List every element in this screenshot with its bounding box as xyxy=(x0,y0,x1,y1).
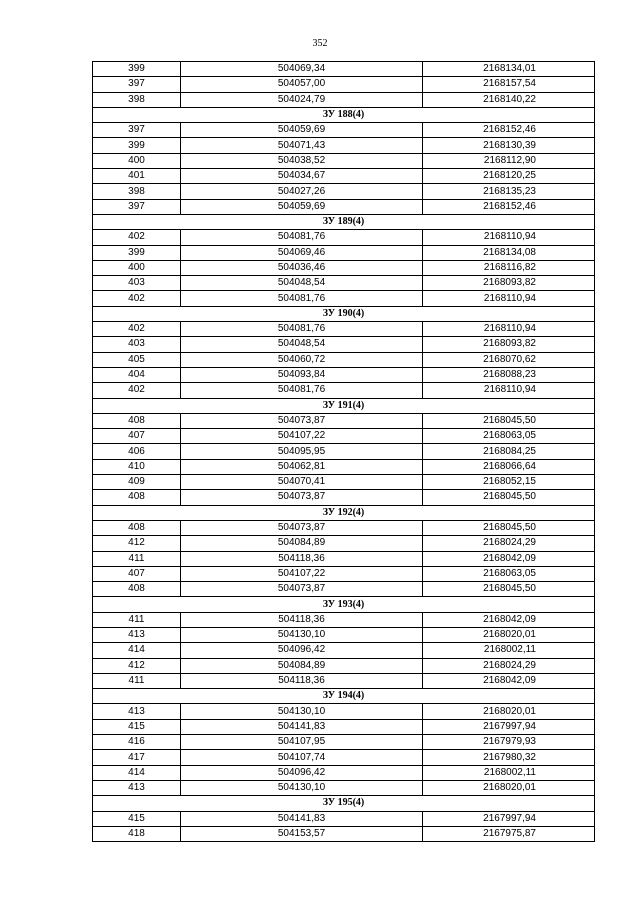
point-number-cell: 413 xyxy=(93,627,181,642)
table-row xyxy=(93,459,595,474)
x-coordinate-cell: 504141,83 xyxy=(181,811,423,826)
x-coordinate-cell: 504070,41 xyxy=(181,475,423,490)
table-row xyxy=(93,520,595,535)
y-coordinate-cell: 2168066,64 xyxy=(423,459,595,474)
table-row xyxy=(93,230,595,245)
y-coordinate-cell: 2167979,93 xyxy=(423,735,595,750)
table-row xyxy=(93,138,595,153)
section-header-row xyxy=(93,689,595,704)
x-coordinate-cell: 504048,54 xyxy=(181,337,423,352)
point-number-cell: 402 xyxy=(93,291,181,306)
x-coordinate-cell: 504130,10 xyxy=(181,780,423,795)
point-number-cell: 411 xyxy=(93,551,181,566)
x-coordinate-cell: 504073,87 xyxy=(181,582,423,597)
y-coordinate-cell: 2167980,32 xyxy=(423,750,595,765)
section-header-row xyxy=(93,398,595,413)
table-row xyxy=(93,643,595,658)
table-row xyxy=(93,322,595,337)
table-row xyxy=(93,62,595,77)
y-coordinate-cell: 2168093,82 xyxy=(423,337,595,352)
point-number-cell: 414 xyxy=(93,643,181,658)
table-row xyxy=(93,658,595,673)
point-number-cell: 415 xyxy=(93,811,181,826)
table-row xyxy=(93,77,595,92)
table-row xyxy=(93,184,595,199)
point-number-cell: 404 xyxy=(93,367,181,382)
y-coordinate-cell: 2168002,11 xyxy=(423,765,595,780)
table-row xyxy=(93,551,595,566)
table-row xyxy=(93,413,595,428)
section-title: ЗУ 194(4) xyxy=(93,689,595,704)
y-coordinate-cell: 2168130,39 xyxy=(423,138,595,153)
x-coordinate-cell: 504081,76 xyxy=(181,383,423,398)
x-coordinate-cell: 504069,34 xyxy=(181,62,423,77)
section-title: ЗУ 195(4) xyxy=(93,796,595,811)
table-row xyxy=(93,475,595,490)
point-number-cell: 402 xyxy=(93,383,181,398)
table-row xyxy=(93,735,595,750)
table-row xyxy=(93,780,595,795)
y-coordinate-cell: 2168116,82 xyxy=(423,260,595,275)
section-header-row xyxy=(93,796,595,811)
x-coordinate-cell: 504069,46 xyxy=(181,245,423,260)
y-coordinate-cell: 2167997,94 xyxy=(423,719,595,734)
point-number-cell: 403 xyxy=(93,276,181,291)
x-coordinate-cell: 504057,00 xyxy=(181,77,423,92)
table-row xyxy=(93,169,595,184)
x-coordinate-cell: 504107,95 xyxy=(181,735,423,750)
table-row xyxy=(93,490,595,505)
table-row xyxy=(93,429,595,444)
point-number-cell: 402 xyxy=(93,322,181,337)
y-coordinate-cell: 2168088,23 xyxy=(423,367,595,382)
x-coordinate-cell: 504081,76 xyxy=(181,322,423,337)
y-coordinate-cell: 2168110,94 xyxy=(423,383,595,398)
table-row xyxy=(93,765,595,780)
x-coordinate-cell: 504081,76 xyxy=(181,230,423,245)
table-row xyxy=(93,123,595,138)
table-row xyxy=(93,704,595,719)
y-coordinate-cell: 2168024,29 xyxy=(423,536,595,551)
point-number-cell: 406 xyxy=(93,444,181,459)
y-coordinate-cell: 2168112,90 xyxy=(423,153,595,168)
x-coordinate-cell: 504096,42 xyxy=(181,643,423,658)
table-row xyxy=(93,566,595,581)
table-row xyxy=(93,291,595,306)
x-coordinate-cell: 504081,76 xyxy=(181,291,423,306)
x-coordinate-cell: 504096,42 xyxy=(181,765,423,780)
table-row xyxy=(93,153,595,168)
point-number-cell: 403 xyxy=(93,337,181,352)
point-number-cell: 402 xyxy=(93,230,181,245)
point-number-cell: 407 xyxy=(93,429,181,444)
point-number-cell: 413 xyxy=(93,704,181,719)
x-coordinate-cell: 504084,89 xyxy=(181,658,423,673)
point-number-cell: 415 xyxy=(93,719,181,734)
y-coordinate-cell: 2168063,05 xyxy=(423,429,595,444)
point-number-cell: 414 xyxy=(93,765,181,780)
x-coordinate-cell: 504130,10 xyxy=(181,704,423,719)
point-number-cell: 407 xyxy=(93,566,181,581)
x-coordinate-cell: 504095,95 xyxy=(181,444,423,459)
x-coordinate-cell: 504027,26 xyxy=(181,184,423,199)
x-coordinate-cell: 504093,84 xyxy=(181,367,423,382)
coordinates-table xyxy=(92,61,595,842)
point-number-cell: 405 xyxy=(93,352,181,367)
x-coordinate-cell: 504036,46 xyxy=(181,260,423,275)
y-coordinate-cell: 2168020,01 xyxy=(423,780,595,795)
y-coordinate-cell: 2168045,50 xyxy=(423,520,595,535)
point-number-cell: 398 xyxy=(93,92,181,107)
x-coordinate-cell: 504130,10 xyxy=(181,627,423,642)
section-title: ЗУ 193(4) xyxy=(93,597,595,612)
section-header-row xyxy=(93,597,595,612)
point-number-cell: 409 xyxy=(93,475,181,490)
section-header-row xyxy=(93,306,595,321)
point-number-cell: 408 xyxy=(93,490,181,505)
table-row xyxy=(93,612,595,627)
x-coordinate-cell: 504084,89 xyxy=(181,536,423,551)
table-row xyxy=(93,367,595,382)
table-row xyxy=(93,260,595,275)
point-number-cell: 408 xyxy=(93,582,181,597)
section-title: ЗУ 188(4) xyxy=(93,107,595,122)
point-number-cell: 410 xyxy=(93,459,181,474)
y-coordinate-cell: 2168120,25 xyxy=(423,169,595,184)
y-coordinate-cell: 2168093,82 xyxy=(423,276,595,291)
table-row xyxy=(93,673,595,688)
point-number-cell: 408 xyxy=(93,520,181,535)
point-number-cell: 400 xyxy=(93,153,181,168)
y-coordinate-cell: 2168110,94 xyxy=(423,322,595,337)
x-coordinate-cell: 504118,36 xyxy=(181,612,423,627)
x-coordinate-cell: 504034,67 xyxy=(181,169,423,184)
table-row xyxy=(93,352,595,367)
y-coordinate-cell: 2168135,23 xyxy=(423,184,595,199)
x-coordinate-cell: 504062,81 xyxy=(181,459,423,474)
y-coordinate-cell: 2168024,29 xyxy=(423,658,595,673)
section-header-row xyxy=(93,214,595,229)
section-title: ЗУ 190(4) xyxy=(93,306,595,321)
y-coordinate-cell: 2168070,62 xyxy=(423,352,595,367)
point-number-cell: 397 xyxy=(93,199,181,214)
x-coordinate-cell: 504073,87 xyxy=(181,490,423,505)
y-coordinate-cell: 2168140,22 xyxy=(423,92,595,107)
table-row xyxy=(93,199,595,214)
table-row xyxy=(93,92,595,107)
y-coordinate-cell: 2168157,54 xyxy=(423,77,595,92)
section-title: ЗУ 192(4) xyxy=(93,505,595,520)
point-number-cell: 412 xyxy=(93,536,181,551)
y-coordinate-cell: 2167975,87 xyxy=(423,826,595,841)
y-coordinate-cell: 2168045,50 xyxy=(423,582,595,597)
point-number-cell: 397 xyxy=(93,77,181,92)
y-coordinate-cell: 2168045,50 xyxy=(423,490,595,505)
point-number-cell: 399 xyxy=(93,138,181,153)
x-coordinate-cell: 504024,79 xyxy=(181,92,423,107)
table-row xyxy=(93,627,595,642)
y-coordinate-cell: 2168002,11 xyxy=(423,643,595,658)
y-coordinate-cell: 2168110,94 xyxy=(423,291,595,306)
point-number-cell: 412 xyxy=(93,658,181,673)
point-number-cell: 411 xyxy=(93,612,181,627)
y-coordinate-cell: 2168052,15 xyxy=(423,475,595,490)
point-number-cell: 417 xyxy=(93,750,181,765)
table-row xyxy=(93,582,595,597)
section-title: ЗУ 189(4) xyxy=(93,214,595,229)
x-coordinate-cell: 504107,22 xyxy=(181,566,423,581)
page-number: 352 xyxy=(312,38,328,49)
y-coordinate-cell: 2168042,09 xyxy=(423,673,595,688)
x-coordinate-cell: 504060,72 xyxy=(181,352,423,367)
x-coordinate-cell: 504107,74 xyxy=(181,750,423,765)
point-number-cell: 398 xyxy=(93,184,181,199)
point-number-cell: 416 xyxy=(93,735,181,750)
section-title: ЗУ 191(4) xyxy=(93,398,595,413)
x-coordinate-cell: 504038,52 xyxy=(181,153,423,168)
y-coordinate-cell: 2168084,25 xyxy=(423,444,595,459)
x-coordinate-cell: 504118,36 xyxy=(181,673,423,688)
point-number-cell: 399 xyxy=(93,62,181,77)
point-number-cell: 400 xyxy=(93,260,181,275)
x-coordinate-cell: 504141,83 xyxy=(181,719,423,734)
table-row xyxy=(93,276,595,291)
y-coordinate-cell: 2168020,01 xyxy=(423,627,595,642)
x-coordinate-cell: 504073,87 xyxy=(181,413,423,428)
section-header-row xyxy=(93,505,595,520)
table-row xyxy=(93,383,595,398)
table-row xyxy=(93,337,595,352)
point-number-cell: 413 xyxy=(93,780,181,795)
y-coordinate-cell: 2168020,01 xyxy=(423,704,595,719)
point-number-cell: 397 xyxy=(93,123,181,138)
x-coordinate-cell: 504107,22 xyxy=(181,429,423,444)
x-coordinate-cell: 504059,69 xyxy=(181,199,423,214)
table-row xyxy=(93,536,595,551)
point-number-cell: 399 xyxy=(93,245,181,260)
table-row xyxy=(93,719,595,734)
y-coordinate-cell: 2168134,01 xyxy=(423,62,595,77)
table-row xyxy=(93,750,595,765)
x-coordinate-cell: 504071,43 xyxy=(181,138,423,153)
x-coordinate-cell: 504073,87 xyxy=(181,520,423,535)
point-number-cell: 411 xyxy=(93,673,181,688)
y-coordinate-cell: 2168152,46 xyxy=(423,199,595,214)
x-coordinate-cell: 504153,57 xyxy=(181,826,423,841)
x-coordinate-cell: 504059,69 xyxy=(181,123,423,138)
y-coordinate-cell: 2168063,05 xyxy=(423,566,595,581)
y-coordinate-cell: 2168042,09 xyxy=(423,612,595,627)
table-row xyxy=(93,245,595,260)
table-row xyxy=(93,444,595,459)
y-coordinate-cell: 2168110,94 xyxy=(423,230,595,245)
y-coordinate-cell: 2168045,50 xyxy=(423,413,595,428)
point-number-cell: 418 xyxy=(93,826,181,841)
section-header-row xyxy=(93,107,595,122)
y-coordinate-cell: 2168134,08 xyxy=(423,245,595,260)
y-coordinate-cell: 2168042,09 xyxy=(423,551,595,566)
x-coordinate-cell: 504048,54 xyxy=(181,276,423,291)
table-row xyxy=(93,811,595,826)
point-number-cell: 401 xyxy=(93,169,181,184)
x-coordinate-cell: 504118,36 xyxy=(181,551,423,566)
point-number-cell: 408 xyxy=(93,413,181,428)
table-row xyxy=(93,826,595,841)
y-coordinate-cell: 2168152,46 xyxy=(423,123,595,138)
y-coordinate-cell: 2167997,94 xyxy=(423,811,595,826)
